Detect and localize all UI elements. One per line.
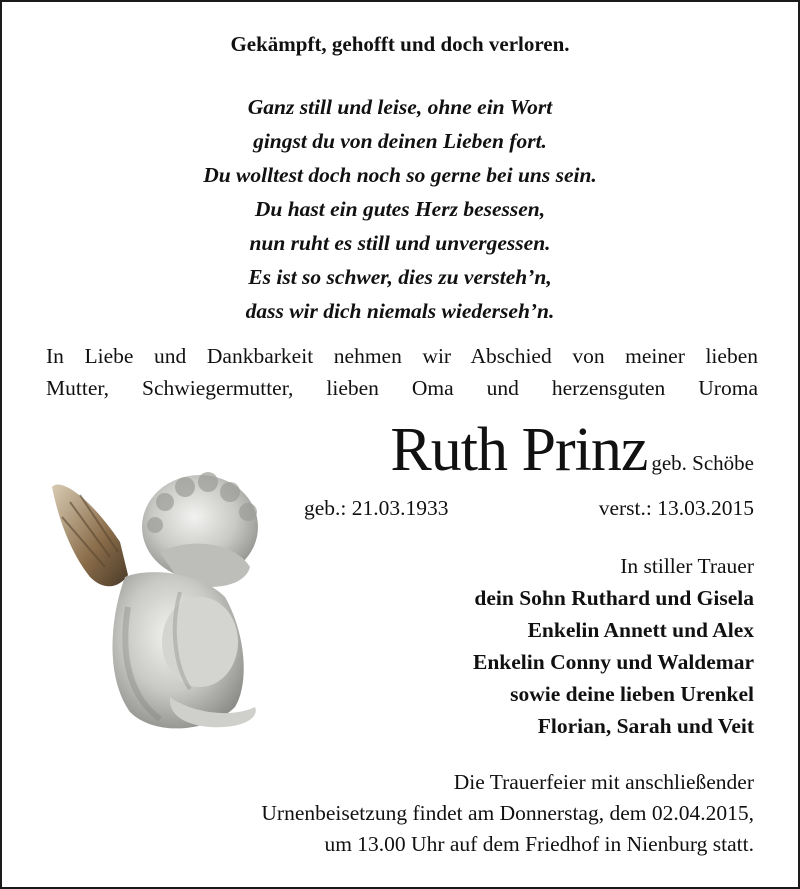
mourners-lead: In stiller Trauer: [620, 554, 754, 578]
heading: Gekämpft, gehofft und doch verloren.: [230, 32, 570, 56]
mourner-entry: Florian, Sarah und Veit: [537, 714, 754, 738]
poem-line: nun ruht es still und unvergessen.: [249, 231, 551, 255]
funeral-line: Die Trauerfeier mit anschließender: [453, 770, 754, 794]
funeral-line: um 13.00 Uhr auf dem Friedhof in Nienburg statt.: [324, 832, 754, 856]
intro-line: Mutter, Schwiegermutter, lieben Oma und herzensguten Uroma: [46, 376, 758, 400]
mourner-entry: sowie deine lieben Urenkel: [510, 682, 754, 706]
poem-line: Du hast ein gutes Herz besessen,: [254, 197, 546, 221]
mourners-list: [334, 550, 754, 742]
mourner-entry: dein Sohn Ruthard und Gisela: [474, 586, 754, 610]
angel-statue-image: [50, 457, 265, 757]
intro-line: In Liebe und Dankbarkeit nehmen wir Abschied von meiner lieben: [46, 344, 758, 368]
poem-line: gingst du von deinen Lieben fort.: [253, 129, 547, 153]
poem-line: dass wir dich niemals wiederseh’n.: [245, 299, 555, 323]
poem: [2, 90, 798, 328]
birth-date: geb.: 21.03.1933: [304, 496, 449, 520]
poem-line: Ganz still und leise, ohne ein Wort: [247, 95, 553, 119]
poem-line: Du wolltest doch noch so gerne bei uns sein.: [203, 163, 597, 187]
funeral-line: Urnenbeisetzung findet am Donnerstag, dem 02.04.2015,: [261, 801, 754, 825]
maiden-name: geb. Schöbe: [651, 451, 754, 475]
death-date: verst.: 13.03.2015: [598, 496, 754, 520]
intro-text: [46, 340, 758, 404]
deceased-name: Ruth Prinz: [390, 416, 648, 484]
poem-line: Es ist so schwer, dies zu versteh’n,: [248, 265, 552, 289]
mourner-entry: Enkelin Conny und Waldemar: [473, 650, 754, 674]
mourner-entry: Enkelin Annett und Alex: [527, 618, 754, 642]
funeral-details: [114, 767, 754, 860]
deceased-name-block: [390, 410, 754, 490]
